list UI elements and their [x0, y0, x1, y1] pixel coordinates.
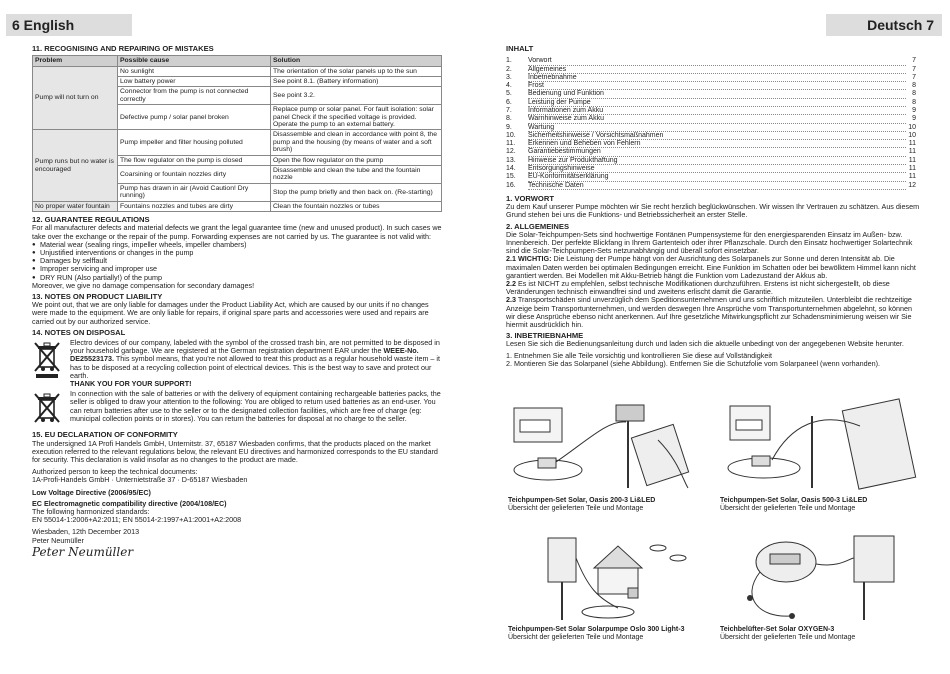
toc-title-cell: Inbetriebnahme	[528, 73, 906, 81]
toc-title-cell: Erkennen und Beheben von Fehlern	[528, 140, 906, 148]
table-row	[33, 66, 442, 76]
solution-cell: Disassemble and clean the tube and the fountain nozzle	[271, 166, 442, 184]
toc-row	[506, 82, 916, 90]
page-header-left: 6 English	[6, 14, 132, 36]
caption-oxygen-3: Teichbelüfter-Set Solar OXYGEN-3 Übersicht der gelieferten Teile und Montage	[720, 626, 856, 641]
solution-cell: Open the flow regulator on the pump	[271, 155, 442, 165]
problem-cell: No proper water fountain	[33, 201, 118, 211]
toc-number: 14.	[506, 165, 516, 173]
toc-number: 8.	[506, 115, 512, 123]
header-cause: Possible cause	[118, 56, 271, 66]
list-item: 1. Entnehmen Sie alle Teile vorsichtig und kontrollieren Sie diese auf Vollständigkeit	[506, 350, 772, 360]
caption-oasis-200: Teichpumpen-Set Solar, Oasis 200-3 Li&LED Übersicht der gelieferten Teile und Montage	[508, 497, 656, 512]
right-column	[506, 42, 920, 368]
toc-number: 13.	[506, 156, 516, 164]
signer-name: Peter Neumüller	[32, 535, 84, 545]
solution-cell: See point 3.2.	[271, 87, 442, 105]
problem-cell: Pump will not turn on	[33, 66, 118, 130]
toc-number: 9.	[506, 123, 512, 131]
table-of-contents	[506, 57, 916, 190]
toc-number: 2.	[506, 65, 512, 73]
auth-person: Authorized person to keep the technical documents:	[32, 467, 198, 477]
toc-number: 15.	[506, 173, 516, 181]
cause-cell: Connector from the pump is not connected correctly	[118, 87, 271, 105]
section-3-title: 3. INBETRIEBNAHME	[506, 331, 584, 341]
toc-page: 12	[908, 181, 916, 189]
toc-title-cell: Bedienung und Funktion	[528, 90, 906, 98]
toc-title-cell: Sicherheitshinweise / Vorsichtsmaßnahmen	[528, 131, 906, 139]
toc-title-cell: Warnhinweise zum Akku	[528, 115, 906, 123]
toc-number: 11.	[506, 140, 516, 148]
toc-page: 8	[912, 90, 916, 98]
toc-number: 12.	[506, 148, 516, 156]
section-15-title: 15. EU DECLARATION OF CONFORMITY	[32, 430, 178, 440]
section-15-text: The undersigned 1A Profi Handels GmbH, Unternitstr. 37, 65187 Wiesbaden confirms, that the products placed on the market execution referred to the relevant regulations below, the relevant EU directives and harmonized corresponds to the EU standard for security. This declaration is valid insofar as no changes to the product are made.	[32, 438, 438, 464]
section-2-3: 2.3 Transportschäden sind unverzüglich dem Speditionsunternehmen und uns schriftlich mitzuteilen. Unterbleibt die rechtzeitige Anzeige beim Transportunternehmen, und werden deswegen Ihre Ansprüche vom Transportunternehmen abgelehnt, so können wir diese Ansprüche ebenso nicht anerkennen. Auf Ihre gesetzliche Mitwirkungspflicht zur Schadensminimierung weisen wir Sie hiermit ausdrücklich hin.	[506, 295, 912, 329]
toc-title: INHALT	[506, 44, 534, 53]
section-2-2: 2.2 Es ist NICHT zu empfehlen, selbst technische Modifikationen durchzuführen. Erstens ist nicht sichergestellt, ob diese Veränderungen technisch einwandfrei sind und zweitens erlischt damit die Garantie.	[506, 278, 890, 297]
solution-cell: Replace pump or solar panel. For fault isolation: solar panel Check if the specified voltage is provided. Operate the pump to an external battery.	[271, 105, 442, 130]
toc-title-cell: Garantiebestimmungen	[528, 148, 906, 156]
solution-cell: See point 8.1. (Battery information)	[271, 77, 442, 87]
toc-row	[506, 140, 916, 148]
cause-cell: Coarsining or fountain nozzles dirty	[118, 166, 271, 184]
weee-number: WEEE-No. DE25523173.	[70, 346, 419, 364]
section-13-text: We point out, that we are only liable for damages under the Product Liability Act, which are caused by our units if no changes were made to the equipment. We are only liable for repairs, if original spare parts and accessories were used and repairs are carried out by our authorized service.	[32, 300, 429, 326]
toc-title-cell: Allgemeines	[528, 65, 906, 73]
cause-cell: Fountains nozzles and tubes are dirty	[118, 201, 271, 211]
standards-intro: The following harmonized standards:	[32, 507, 150, 516]
toc-number: 6.	[506, 98, 512, 106]
list-item: ● DRY RUN (Also partially!) of the pump	[32, 274, 442, 282]
table-header-row	[33, 56, 442, 66]
list-item: ● Unjustified interventions or changes in the pump	[32, 249, 442, 257]
toc-title-cell: Leistung der Pumpe	[528, 98, 906, 106]
toc-page: 11	[908, 156, 916, 164]
oxygen-3-illustration	[720, 528, 920, 624]
list-item: 2. Montieren Sie das Solarpanel (siehe Abbildung). Entfernen Sie die Schutzfolie vom Solarpaneel (wenn vorhanden).	[506, 358, 880, 368]
section-14-title: 14. NOTES ON DISPOSAL	[32, 327, 126, 337]
toc-number: 3.	[506, 73, 512, 81]
solution-cell: The orientation of the solar panels up to the sun	[271, 66, 442, 76]
disposal-block-1	[32, 339, 442, 388]
toc-number: 10.	[506, 131, 516, 139]
list-item: ● Material wear (sealing rings, impeller wheels, impeller chambers)	[32, 241, 442, 249]
toc-row	[506, 106, 916, 114]
auth-address: 1A-Profi-Handels GmbH · Unternietstraße 37 · D-65187 Wiesbaden	[32, 475, 248, 485]
toc-number: 1.	[506, 57, 512, 65]
section-2-title: 2. ALLGEMEINES	[506, 221, 570, 231]
cause-cell: Low battery power	[118, 77, 271, 87]
solution-cell: Stop the pump briefly and then back on. (Re-starting)	[271, 183, 442, 201]
toc-row	[506, 156, 916, 164]
list-item: ● Improper servicing and improper use	[32, 265, 442, 273]
toc-number: 4.	[506, 82, 512, 90]
toc-row	[506, 148, 916, 156]
toc-title-cell: Frost	[528, 82, 906, 90]
crossed-bin-icon	[32, 339, 64, 388]
date-place: Wiesbaden, 12th December 2013	[32, 527, 140, 537]
section-12-after: Moreover, we give no damage compensation for secondary damages!	[32, 280, 255, 290]
disposal-text-1: Electro devices of our company, labeled with the symbol of the crossed trash bin, are not permitted to be disposed in your household garbage. We are registered at the German registration department EAR under the WEEE-No. DE25523173. This symbol means, that you're not allowed to treat this product as a regular household waste item – it has to be disposed at a recycling collection point of electrical devices. This is the best way to save and protect our earth. THANK YOU FOR YOUR SUPPORT!	[70, 337, 441, 388]
solution-cell: Clean the fountain nozzles or tubes	[271, 201, 442, 211]
solution-cell: Disassemble and clean in accordance with point 8, the pump and the housing (by means of water and a soft brush)	[271, 130, 442, 155]
section-11-title: 11. RECOGNISING AND REPAIRING OF MISTAKES	[32, 44, 214, 53]
toc-row	[506, 65, 916, 73]
emc-title: EC Electromagnetic compatibility directive (2004/108/EC)	[32, 498, 227, 508]
battery-bin-icon	[32, 390, 64, 428]
toc-page: 10	[908, 131, 916, 139]
toc-page: 11	[908, 165, 916, 173]
toc-title-cell: Vorwort	[528, 57, 906, 65]
toc-page: 11	[908, 140, 916, 148]
toc-page: 9	[912, 106, 916, 114]
section-2-text: Die Solar-Teichpumpen-Sets sind hochwertige Fontänen Pumpensysteme für den energiesparenden Einsatz im Außen- bzw. Innenbereich. Der perfekte Blickfang in Ihrem Gartenteich oder ihrer Pflanzschale. Durch den Einsatz hochwertiger Solartechnik sind die Solar-Teichpumpen-Sets netzunabhängig und überall sofort einsetzbar.	[506, 229, 913, 256]
signature: Peter Neumüller	[32, 544, 134, 559]
troubleshooting-table	[32, 55, 442, 212]
toc-title-cell: Entsorgungshinweise	[528, 165, 906, 173]
toc-row	[506, 123, 916, 131]
oslo-300-illustration	[508, 528, 708, 624]
cause-cell: No sunlight	[118, 66, 271, 76]
cause-cell: The flow regulator on the pump is closed	[118, 155, 271, 165]
toc-row	[506, 115, 916, 123]
toc-page: 11	[908, 148, 916, 156]
header-problem: Problem	[33, 56, 118, 66]
toc-title-cell: Hinweise zur Produkthaftung	[528, 156, 906, 164]
toc-row	[506, 181, 916, 189]
toc-page: 7	[912, 57, 916, 65]
toc-row	[506, 165, 916, 173]
thanks-text: THANK YOU FOR YOUR SUPPORT!	[70, 378, 192, 388]
toc-page: 8	[912, 98, 916, 106]
toc-number: 7.	[506, 106, 512, 114]
disposal-block-2	[32, 390, 442, 428]
cause-cell: Defective pump / solar panel broken	[118, 105, 271, 130]
list-item: ● Damages by selffault	[32, 257, 442, 265]
caption-oslo-300: Teichpumpen-Set Solar Solarpumpe Oslo 300 Light-3 Übersicht der gelieferten Teile und Montage	[508, 626, 685, 641]
cause-cell: Pump has drawn in air (Avoid Caution! Dry running)	[118, 183, 271, 201]
section-12-title: 12. GUARANTEE REGULATIONS	[32, 215, 150, 225]
toc-row	[506, 173, 916, 181]
caption-oasis-500: Teichpumpen-Set Solar, Oasis 500-3 Li&LED Übersicht der gelieferten Teile und Montage	[720, 497, 868, 512]
disposal-text-2: In connection with the sale of batteries or with the delivery of equipment containing rechargeable batteries packs, the seller is obliged to draw your attention to the following: You are obliged to return used batteries as an end-user. You can return batteries after use to the seller or to the designated collection facilities, which are free of charge (eg: municipal collection points or in stores). You can return the batteries for disposal at no charge to the seller.	[70, 389, 441, 423]
toc-row	[506, 98, 916, 106]
table-row	[33, 130, 442, 155]
left-column	[32, 42, 442, 559]
toc-page: 7	[912, 65, 916, 73]
section-1-text: Zu dem Kauf unserer Pumpe möchten wir Sie recht herzlich beglückwünschen. Wir wissen Ihr Vertrauen zu schätzen. Aus diesem Grund stehen bei uns die Funktions- und Betriebssicherheit an erster Stelle.	[506, 202, 920, 220]
toc-number: 16.	[506, 181, 516, 189]
section-12-text: For all manufacturer defects and material defects we grant the legal guarantee time (new and unused product). In such cases we take over the exchange or the repair of the pump. Forwarding expenses are not carried by us. The guarantee is not valid with:	[32, 223, 442, 241]
toc-title-cell: Wartung	[528, 123, 906, 131]
section-3-text: Lesen Sie sich die Bedienungsanleitung durch und laden sich die aktuelle unbedingt von der angegebenen Website herunter.	[506, 339, 904, 349]
toc-title-cell: EU-Konformitätserklärung	[528, 173, 906, 181]
section-13-title: 13. NOTES ON PRODUCT LIABILITY	[32, 291, 163, 301]
section-2-1: 2.1 WICHTIG: Die Leistung der Pumpe hängt von der Ausrichtung des Solarpanels zur Sonne und deren Intensität ab. Die maximalen Daten werden bei optimalen Bedingungen erreicht. Eine Funktion im Schatten oder bei bewölktem Himmel kann nicht garantiert werden. Bei Modellen mit Akku-Betrieb hängt die Funktion vom Ladezustand der Akkus ab.	[506, 254, 916, 280]
toc-title-cell: Informationen zum Akku	[528, 106, 906, 114]
toc-row	[506, 73, 916, 81]
oasis-200-illustration	[508, 400, 708, 492]
table-row	[33, 201, 442, 211]
toc-number: 5.	[506, 90, 512, 98]
header-solution: Solution	[271, 56, 442, 66]
toc-row	[506, 131, 916, 139]
toc-row	[506, 90, 916, 98]
section-1-title: 1. VORWORT	[506, 193, 554, 203]
page-header-right: Deutsch 7	[826, 14, 942, 36]
toc-title-cell: Technische Daten	[528, 181, 906, 189]
toc-page: 11	[908, 173, 916, 181]
oasis-500-illustration	[720, 396, 920, 492]
problem-cell: Pump runs but no water is encouraged	[33, 130, 118, 201]
lvd-title: Low Voltage Directive (2006/95/EC)	[32, 487, 151, 497]
standards-list: EN 55014-1:2006+A2:2011; EN 55014-2:1997+A1:2001+A2:2008	[32, 515, 242, 525]
toc-page: 9	[912, 115, 916, 123]
cause-cell: Pump impeller and filter housing polluted	[118, 130, 271, 155]
toc-page: 8	[912, 82, 916, 90]
toc-page: 10	[908, 123, 916, 131]
toc-page: 7	[912, 73, 916, 81]
toc-row	[506, 57, 916, 65]
